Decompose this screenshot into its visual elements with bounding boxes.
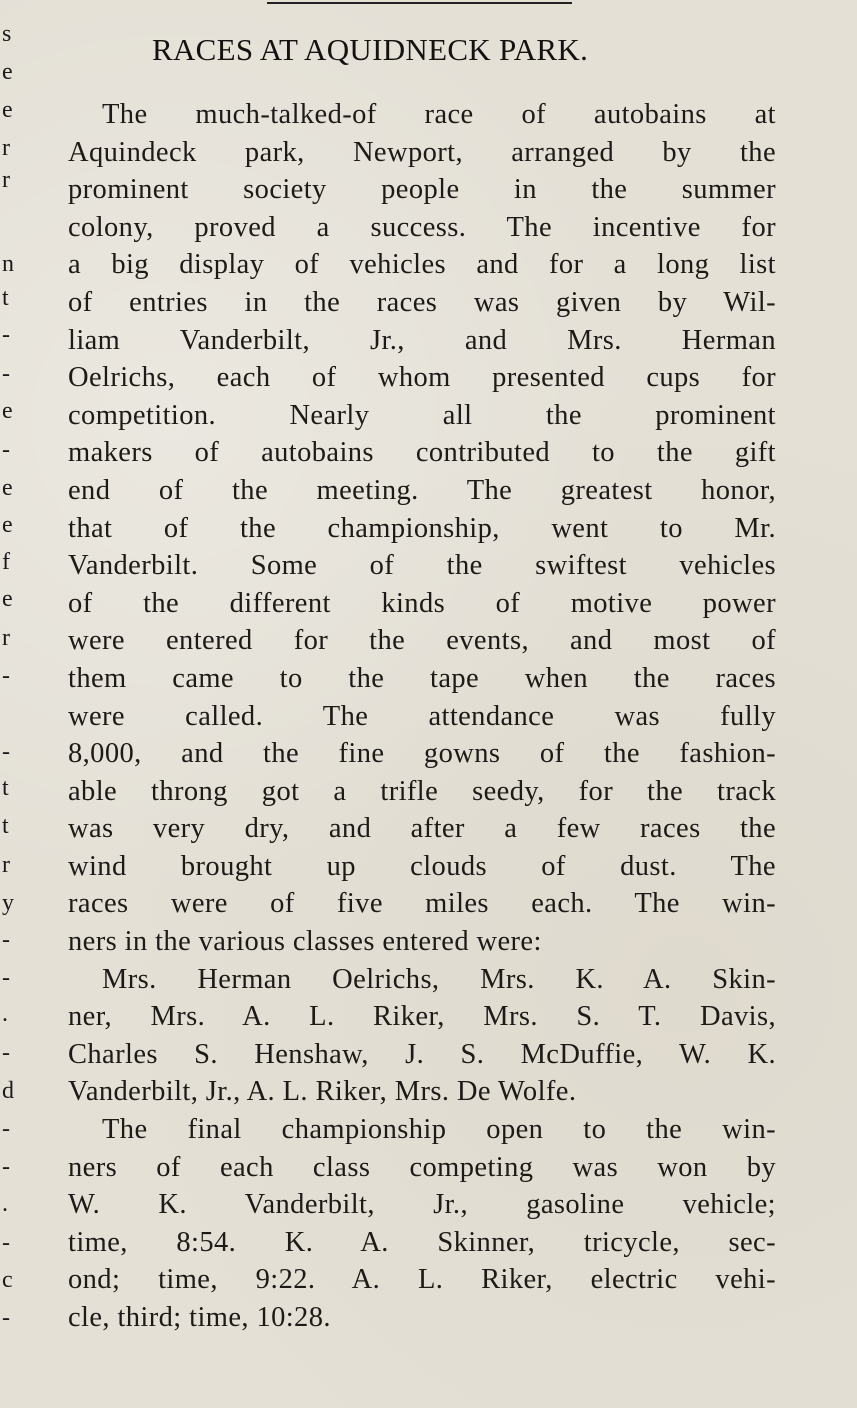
column-fragment-glyph: t (2, 775, 9, 801)
top-rule-divider (267, 2, 572, 4)
column-fragment-glyph: - (2, 1116, 10, 1142)
article-line: ner, Mrs. A. L. Riker, Mrs. S. T. Davis, (68, 1001, 776, 1033)
column-fragment-glyph: e (2, 586, 13, 612)
article-line: able throng got a trifle seedy, for the track (68, 775, 776, 807)
article-line: Charles S. Henshaw, J. S. McDuffie, W. K. (68, 1038, 776, 1070)
article-line: were called. The attendance was fully (68, 700, 776, 732)
article-line: of entries in the races was given by Wil- (68, 286, 776, 318)
column-fragment-glyph: s (2, 21, 12, 47)
column-fragment-glyph: - (2, 1154, 10, 1180)
article-line: Mrs. Herman Oelrichs, Mrs. K. A. Skin- (102, 963, 776, 995)
column-fragment-glyph: - (2, 1040, 10, 1066)
column-fragment-glyph: r (2, 852, 10, 878)
article-body (68, 96, 776, 1337)
column-fragment-glyph: - (2, 1305, 10, 1331)
adjacent-column-fragments (0, 0, 22, 1408)
column-fragment-glyph: - (2, 739, 10, 765)
column-fragment-glyph: - (2, 322, 10, 348)
article-line: Aquindeck park, Newport, arranged by the (68, 136, 776, 168)
column-fragment-glyph: . (2, 1001, 8, 1027)
article-line: competition. Nearly all the prominent (68, 399, 776, 431)
article-line: cle, third; time, 10:28. (68, 1302, 331, 1333)
article-line: ond; time, 9:22. A. L. Riker, electric vehi- (68, 1264, 776, 1296)
article-line: ners in the various classes entered were: (68, 926, 542, 958)
article-line: Vanderbilt. Some of the swiftest vehicles (68, 550, 776, 582)
column-fragment-glyph: - (2, 663, 10, 689)
column-fragment-glyph: e (2, 59, 13, 85)
article-line: races were of five miles each. The win- (68, 888, 776, 920)
column-fragment-glyph: r (2, 167, 10, 193)
column-fragment-glyph: r (2, 625, 10, 651)
column-fragment-glyph: - (2, 437, 10, 463)
column-fragment-glyph: . (2, 1191, 8, 1217)
column-fragment-glyph: t (2, 285, 9, 311)
article-line: was very dry, and after a few races the (68, 813, 776, 845)
column-fragment-glyph: e (2, 512, 13, 538)
column-fragment-glyph: r (2, 135, 10, 161)
article-line: The much-talked-of race of autobains at (102, 99, 776, 130)
article-line: The final championship open to the win- (102, 1114, 776, 1146)
article-headline: RACES AT AQUIDNECK PARK. (152, 32, 589, 67)
column-fragment-glyph: - (2, 361, 10, 387)
article-line: makers of autobains contributed to the gift (68, 437, 776, 469)
article-line: end of the meeting. The greatest honor, (68, 474, 776, 506)
column-fragment-glyph: d (2, 1078, 14, 1104)
column-fragment-glyph: c (2, 1267, 13, 1293)
article-line: W. K. Vanderbilt, Jr., gasoline vehicle; (68, 1189, 776, 1221)
article-line: ners of each class competing was won by (68, 1151, 776, 1183)
article-line: a big display of vehicles and for a long list (68, 249, 776, 281)
article-line: them came to the tape when the races (68, 662, 776, 694)
column-fragment-glyph: e (2, 398, 13, 424)
article-line: were entered for the events, and most of (68, 625, 776, 657)
article-line: wind brought up clouds of dust. The (68, 850, 776, 882)
column-fragment-glyph: - (2, 965, 10, 991)
article-line: liam Vanderbilt, Jr., and Mrs. Herman (68, 324, 776, 356)
column-fragment-glyph: y (2, 890, 14, 916)
column-fragment-glyph: f (2, 549, 10, 575)
article-line: time, 8:54. K. A. Skinner, tricycle, sec- (68, 1226, 776, 1258)
article-line: 8,000, and the fine gowns of the fashion- (68, 738, 776, 770)
column-fragment-glyph: - (2, 1230, 10, 1256)
article-line: Oelrichs, each of whom presented cups for (68, 362, 776, 394)
article-line: that of the championship, went to Mr. (68, 512, 776, 544)
column-fragment-glyph: n (2, 251, 14, 277)
column-fragment-glyph: - (2, 927, 10, 953)
article-line: Vanderbilt, Jr., A. L. Riker, Mrs. De Wolfe. (68, 1076, 577, 1108)
column-fragment-glyph: e (2, 475, 13, 501)
column-fragment-glyph: e (2, 97, 13, 123)
article-line: of the different kinds of motive power (68, 587, 776, 619)
article-line: prominent society people in the summer (68, 174, 776, 206)
column-fragment-glyph: t (2, 813, 9, 839)
article-line: colony, proved a success. The incentive for (68, 211, 776, 243)
